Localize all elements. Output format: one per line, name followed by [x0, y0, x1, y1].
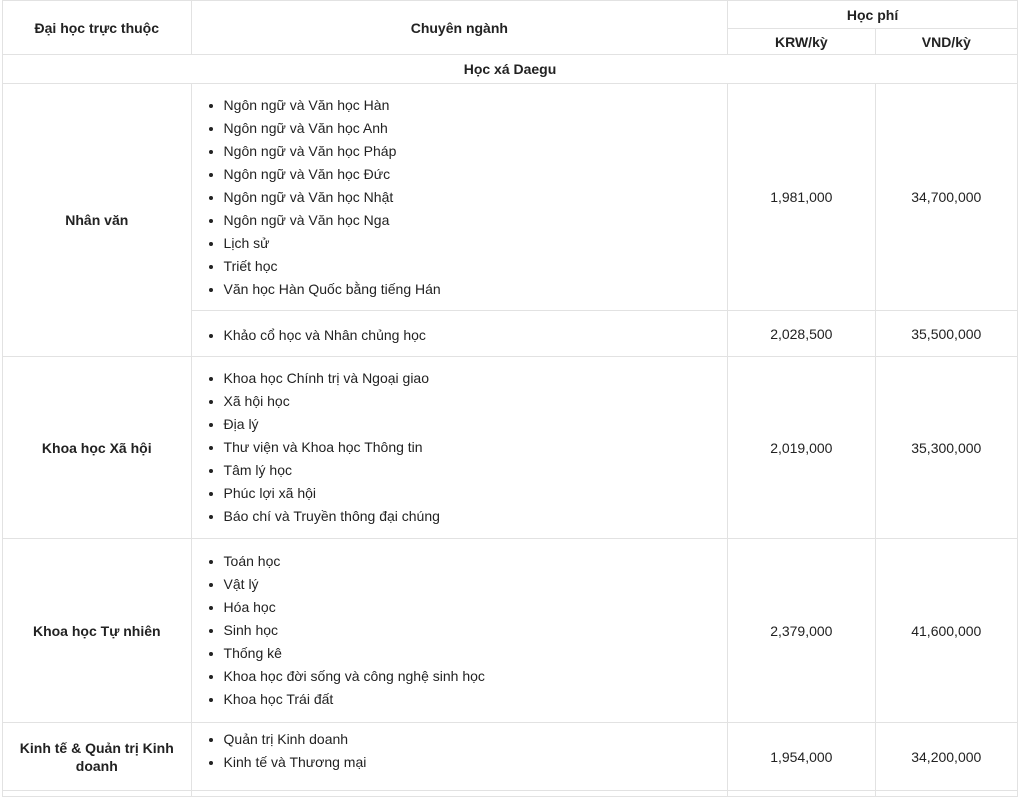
list-item: • Ngôn ngữ và Văn học Đức — [224, 163, 728, 186]
header-major: Chuyên ngành — [191, 1, 728, 55]
table-row — [3, 791, 1018, 797]
list-item: • Lịch sử — [224, 232, 728, 255]
table-row — [3, 357, 1018, 539]
majors-list — [192, 728, 728, 774]
majors-list — [192, 94, 728, 301]
list-item: • Khoa học đời sống và công nghệ sinh học — [224, 665, 728, 688]
fee-vnd: 34,200,000 — [875, 723, 1017, 791]
list-item: • Hóa học — [224, 596, 728, 619]
list-item: • Ngôn ngữ và Văn học Hàn — [224, 94, 728, 117]
list-item: • Báo chí và Truyền thông đại chúng — [224, 505, 728, 528]
list-item: • Toán học — [224, 550, 728, 573]
fee-vnd: 35,300,000 — [875, 357, 1017, 539]
list-item: • Khảo cổ học và Nhân chủng học — [224, 324, 728, 347]
university-name: Khoa học Xã hội — [3, 357, 192, 539]
majors-cell — [191, 723, 728, 791]
list-item: • Ngôn ngữ và Văn học Anh — [224, 117, 728, 140]
university-name: Nhân văn — [3, 84, 192, 357]
majors-cell — [191, 357, 728, 539]
university-name: Kinh tế & Quản trị Kinh doanh — [3, 723, 192, 791]
header-krw: KRW/kỳ — [728, 29, 875, 55]
majors-list — [192, 367, 728, 528]
fee-vnd: 34,700,000 — [875, 84, 1017, 311]
list-item: • Thống kê — [224, 642, 728, 665]
list-item: • Khoa học Chính trị và Ngoại giao — [224, 367, 728, 390]
list-item: • Ngôn ngữ và Văn học Nhật — [224, 186, 728, 209]
list-item: • Địa lý — [224, 413, 728, 436]
list-item: • Quản trị Kinh doanh — [224, 728, 728, 751]
list-item: • Văn học Hàn Quốc bằng tiếng Hán — [224, 278, 728, 301]
campus-row: Học xá Daegu — [3, 55, 1018, 84]
majors-cell — [191, 539, 728, 723]
fee-krw: 1,981,000 — [728, 84, 875, 311]
majors-cell — [191, 84, 728, 311]
list-item: • Vật lý — [224, 573, 728, 596]
list-item: • Thư viện và Khoa học Thông tin — [224, 436, 728, 459]
majors-list — [192, 320, 728, 347]
tuition-table — [2, 0, 1018, 797]
list-item: • Ngôn ngữ và Văn học Pháp — [224, 140, 728, 163]
list-item: • Phúc lợi xã hội — [224, 482, 728, 505]
fee-vnd: 41,600,000 — [875, 539, 1017, 723]
list-item: • Khoa học Trái đất — [224, 688, 728, 711]
table-row — [3, 84, 1018, 311]
university-name: Khoa học Tự nhiên — [3, 539, 192, 723]
majors-list — [192, 550, 728, 711]
list-item: • Sinh học — [224, 619, 728, 642]
header-university: Đại học trực thuộc — [3, 1, 192, 55]
list-item: • Kinh tế và Thương mại — [224, 751, 728, 774]
list-item: • Xã hội học — [224, 390, 728, 413]
table-row — [3, 723, 1018, 791]
majors-cell — [191, 311, 728, 357]
fee-krw: 2,379,000 — [728, 539, 875, 723]
list-item: • Tâm lý học — [224, 459, 728, 482]
list-item: • Triết học — [224, 255, 728, 278]
header-fee: Học phí — [728, 1, 1018, 29]
list-item: • Ngôn ngữ và Văn học Nga — [224, 209, 728, 232]
fee-vnd: 35,500,000 — [875, 311, 1017, 357]
fee-krw: 1,954,000 — [728, 723, 875, 791]
fee-krw: 2,019,000 — [728, 357, 875, 539]
fee-krw: 2,028,500 — [728, 311, 875, 357]
table-row — [3, 539, 1018, 723]
header-vnd: VND/kỳ — [875, 29, 1017, 55]
